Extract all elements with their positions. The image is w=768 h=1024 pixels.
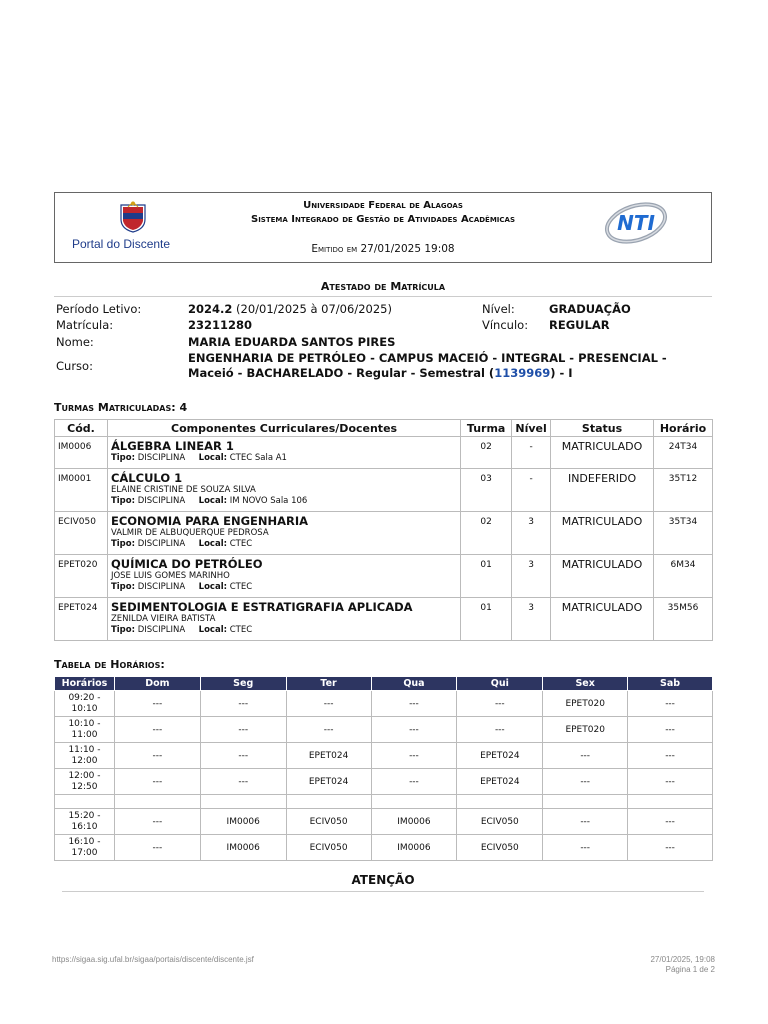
cod-cell: IM0001 (55, 469, 108, 512)
schedule-cell: --- (286, 691, 371, 717)
cod-cell: ECIV050 (55, 512, 108, 555)
schedule-cell: --- (371, 743, 457, 769)
turmas-header-row (55, 420, 713, 437)
time-cell: 16:10 - 17:00 (55, 835, 115, 861)
periodo-label: Período Letivo: (56, 302, 142, 316)
curso-value (188, 351, 667, 381)
turma-cell: 02 (461, 512, 512, 555)
schedule-cell: --- (114, 717, 200, 743)
nivel-cell: - (512, 437, 551, 469)
schedule-cell: --- (628, 717, 713, 743)
schedule-cell: --- (114, 835, 200, 861)
footer-url: https://sigaa.sig.ufal.br/sigaa/portais/discente/discente.jsf (52, 955, 254, 964)
schedule-cell: IM0006 (200, 835, 286, 861)
curso-label: Curso: (56, 359, 93, 373)
horario-cell: 24T34 (654, 437, 713, 469)
componente-cell (107, 598, 460, 641)
status-cell: MATRICULADO (551, 555, 654, 598)
col-header-qui: Qui (457, 677, 543, 691)
componente-cell (107, 437, 460, 469)
col-header-nivel: Nível (512, 420, 551, 437)
schedule-cell: ECIV050 (457, 835, 543, 861)
componente-name: ÁLGEBRA LINEAR 1 (110, 439, 234, 453)
schedule-cell: --- (114, 691, 200, 717)
footer-datetime: 27/01/2025, 19:08 (650, 955, 715, 964)
gap-row (55, 795, 713, 809)
periodo-code: 2024.2 (188, 302, 233, 316)
table-row (55, 555, 713, 598)
schedule-cell: --- (371, 769, 457, 795)
horarios-header-row (55, 677, 713, 691)
schedule-cell: --- (200, 743, 286, 769)
title-divider (54, 296, 712, 297)
document-header (54, 192, 712, 263)
nivel-label: Nível: (482, 302, 515, 316)
schedule-cell: EPET024 (457, 769, 543, 795)
table-row (55, 809, 713, 835)
turma-cell: 02 (461, 437, 512, 469)
tipo-local: Tipo: DISCIPLINA Local: CTEC (110, 582, 253, 592)
schedule-cell: --- (543, 835, 628, 861)
table-row (55, 769, 713, 795)
schedule-cell: --- (543, 769, 628, 795)
schedule-cell: --- (543, 809, 628, 835)
schedule-cell: --- (457, 717, 543, 743)
system-name: Sistema Integrado de Gestão de Atividades Acadêmicas (251, 214, 515, 225)
schedule-cell: --- (628, 809, 713, 835)
componente-name: QUÍMICA DO PETRÓLEO (110, 557, 263, 571)
docente-name: JOSE LUIS GOMES MARINHO (110, 571, 230, 581)
schedule-cell: --- (628, 743, 713, 769)
nti-logo-text: NTI (617, 211, 655, 235)
col-header-componentes: Componentes Curriculares/Docentes (107, 420, 460, 437)
nivel-cell: 3 (512, 598, 551, 641)
componente-cell (107, 469, 460, 512)
schedule-cell: --- (200, 717, 286, 743)
nivel-value: GRADUAÇÃO (549, 302, 631, 316)
schedule-cell: --- (200, 769, 286, 795)
document-title: Atestado de Matrícula (320, 280, 446, 293)
col-header-qua: Qua (371, 677, 457, 691)
schedule-cell: --- (114, 809, 200, 835)
schedule-cell: ECIV050 (286, 835, 371, 861)
nivel-cell: - (512, 469, 551, 512)
curso-code-link[interactable]: 1139969 (494, 366, 551, 380)
emitted-value: 27/01/2025 19:08 (360, 243, 455, 255)
time-cell: 10:10 - 11:00 (55, 717, 115, 743)
vinculo-label: Vínculo: (482, 318, 529, 332)
cod-cell: EPET020 (55, 555, 108, 598)
tipo-local: Tipo: DISCIPLINA Local: IM NOVO Sala 106 (110, 496, 308, 506)
empty-cell (543, 795, 628, 809)
turma-cell: 03 (461, 469, 512, 512)
schedule-cell: --- (457, 691, 543, 717)
nti-logo-icon (603, 197, 669, 247)
schedule-cell: EPET020 (543, 691, 628, 717)
col-header-turma: Turma (461, 420, 512, 437)
time-cell: 12:00 - 12:50 (55, 769, 115, 795)
schedule-cell: EPET024 (286, 769, 371, 795)
turmas-table (54, 419, 713, 641)
time-cell: 15:20 - 16:10 (55, 809, 115, 835)
status-cell: MATRICULADO (551, 598, 654, 641)
table-row (55, 437, 713, 469)
schedule-cell: EPET020 (543, 717, 628, 743)
docente-name: VALMIR DE ALBUQUERQUE PEDROSA (110, 528, 269, 538)
schedule-cell: IM0006 (200, 809, 286, 835)
schedule-cell: --- (371, 717, 457, 743)
emitted-label: Emitido em (311, 243, 358, 255)
schedule-cell: --- (114, 769, 200, 795)
horario-cell: 35M56 (654, 598, 713, 641)
componente-cell (107, 555, 460, 598)
horario-cell: 6M34 (654, 555, 713, 598)
empty-cell (55, 795, 115, 809)
portal-label: Portal do Discente (72, 237, 171, 251)
empty-cell (371, 795, 457, 809)
table-row (55, 469, 713, 512)
schedule-cell: --- (200, 691, 286, 717)
empty-cell (457, 795, 543, 809)
col-header-sex: Sex (543, 677, 628, 691)
schedule-cell: --- (628, 835, 713, 861)
tipo-local: Tipo: DISCIPLINA Local: CTEC Sala A1 (110, 453, 287, 463)
empty-cell (114, 795, 200, 809)
nivel-cell: 3 (512, 555, 551, 598)
schedule-cell: --- (371, 691, 457, 717)
schedule-cell: IM0006 (371, 835, 457, 861)
horarios-table (54, 676, 713, 861)
time-cell: 09:20 - 10:10 (55, 691, 115, 717)
nome-value: MARIA EDUARDA SANTOS PIRES (188, 335, 396, 349)
status-cell: INDEFERIDO (551, 469, 654, 512)
componente-cell (107, 512, 460, 555)
docente-name: ZENILDA VIEIRA BATISTA (110, 614, 216, 624)
table-row (55, 691, 713, 717)
col-header-dom: Dom (114, 677, 200, 691)
nivel-cell: 3 (512, 512, 551, 555)
curso-line2b: ) - I (550, 366, 573, 380)
university-name: Universidade Federal de Alagoas (303, 200, 463, 211)
col-header-horario: Horário (654, 420, 713, 437)
status-cell: MATRICULADO (551, 437, 654, 469)
matricula-label: Matrícula: (56, 318, 114, 332)
schedule-cell: --- (286, 717, 371, 743)
empty-cell (286, 795, 371, 809)
atencao-divider (62, 891, 704, 892)
col-header-sab: Sab (628, 677, 713, 691)
horarios-body (55, 691, 713, 861)
periodo-value (188, 302, 392, 317)
empty-cell (628, 795, 713, 809)
horarios-title: Tabela de Horários: (54, 658, 165, 671)
table-row (55, 835, 713, 861)
schedule-cell: EPET024 (286, 743, 371, 769)
vinculo-value: REGULAR (549, 318, 610, 332)
componente-name: ECONOMIA PARA ENGENHARIA (110, 514, 309, 528)
componente-name: CÁLCULO 1 (110, 471, 183, 485)
curso-line1: ENGENHARIA DE PETRÓLEO - CAMPUS MACEIÓ - INTEGRAL - PRESENCIAL - (188, 351, 667, 365)
schedule-cell: IM0006 (371, 809, 457, 835)
horario-cell: 35T34 (654, 512, 713, 555)
schedule-cell: --- (628, 769, 713, 795)
table-row (55, 598, 713, 641)
status-cell: MATRICULADO (551, 512, 654, 555)
col-header-cod: Cód. (55, 420, 108, 437)
cod-cell: EPET024 (55, 598, 108, 641)
docente-name: ELAINE CRISTINE DE SOUZA SILVA (110, 485, 256, 495)
schedule-cell: --- (114, 743, 200, 769)
table-row (55, 717, 713, 743)
turmas-title: Turmas Matriculadas: 4 (54, 401, 188, 414)
table-row (55, 743, 713, 769)
col-header-status: Status (551, 420, 654, 437)
tipo-local: Tipo: DISCIPLINA Local: CTEC (110, 539, 253, 549)
schedule-cell: EPET024 (457, 743, 543, 769)
time-cell: 11:10 - 12:00 (55, 743, 115, 769)
horario-cell: 35T12 (654, 469, 713, 512)
schedule-cell: --- (543, 743, 628, 769)
schedule-cell: ECIV050 (286, 809, 371, 835)
turma-cell: 01 (461, 555, 512, 598)
nome-label: Nome: (56, 335, 94, 349)
col-header-seg: Seg (200, 677, 286, 691)
tipo-local: Tipo: DISCIPLINA Local: CTEC (110, 625, 253, 635)
turma-cell: 01 (461, 598, 512, 641)
cod-cell: IM0006 (55, 437, 108, 469)
schedule-cell: ECIV050 (457, 809, 543, 835)
componente-name: SEDIMENTOLOGIA E ESTRATIGRAFIA APLICADA (110, 600, 413, 614)
periodo-range: (20/01/2025 à 07/06/2025) (236, 302, 392, 316)
schedule-cell: --- (628, 691, 713, 717)
matricula-value: 23211280 (188, 318, 253, 332)
col-header-ter: Ter (286, 677, 371, 691)
col-header-horarios: Horários (55, 677, 115, 691)
curso-line2a: Maceió - BACHARELADO - Regular - Semestral ( (188, 366, 495, 380)
empty-cell (200, 795, 286, 809)
table-row (55, 512, 713, 555)
footer-page: Página 1 de 2 (665, 965, 715, 974)
atencao-heading: ATENÇÃO (351, 873, 415, 887)
